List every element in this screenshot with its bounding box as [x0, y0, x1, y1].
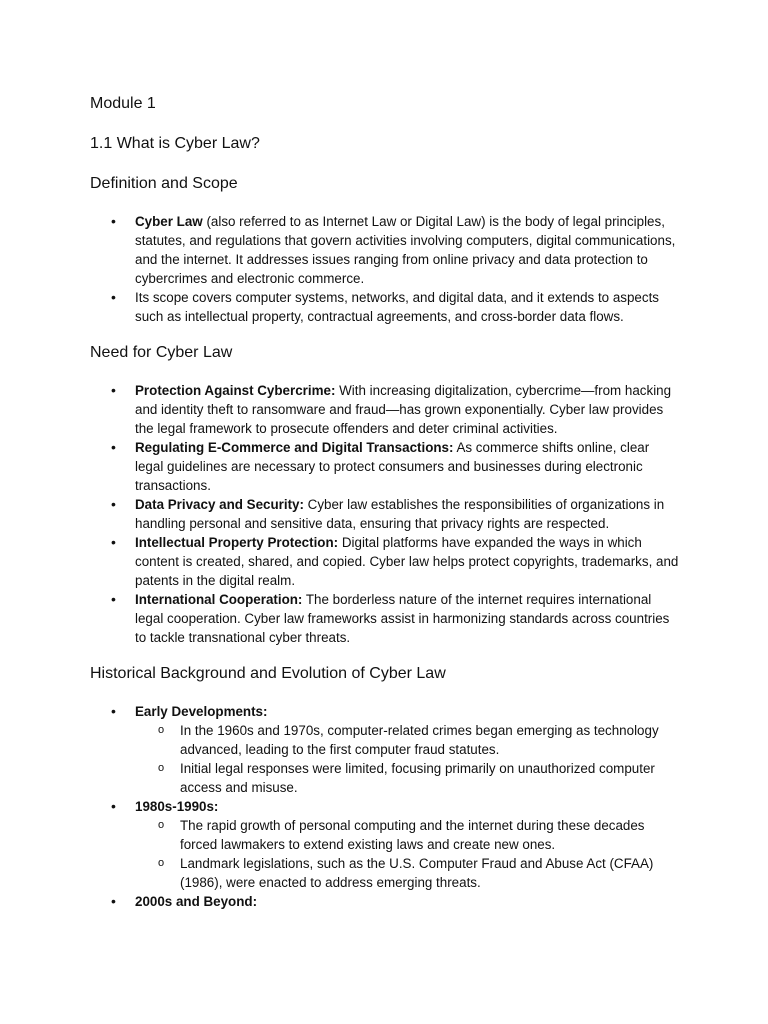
item-term: International Cooperation: [135, 592, 303, 607]
list-item [90, 212, 680, 288]
item-text: Its scope covers computer systems, networks, and digital data, and it extends to aspects such as intellectual property, contractual agreements, and cross-border data flows. [135, 290, 659, 324]
section-title: 1.1 What is Cyber Law? [90, 135, 260, 152]
list-item [90, 590, 680, 647]
list-item [90, 797, 680, 892]
item-text: Cyber law establishes the responsibilities of organizations in handling personal and sensitive data, ensuring that privacy rights are respected. [135, 497, 665, 531]
list-item [90, 288, 680, 326]
sub-list [135, 721, 680, 797]
item-term: 1980s-1990s: [135, 799, 219, 814]
definition-heading: Definition and Scope [90, 175, 238, 192]
sub-list [135, 816, 680, 892]
definition-list [90, 212, 680, 326]
module-title: Module 1 [90, 95, 156, 112]
need-list [90, 381, 680, 647]
item-term: 2000s and Beyond: [135, 894, 258, 909]
document-content [90, 93, 680, 927]
sub-list-item: o Landmark legislations, such as the U.S. Computer Fraud and Abuse Act (CFAA) (1986), were enacted to address emerging threats. [135, 854, 680, 892]
item-text: (also referred to as Internet Law or Digital Law) is the body of legal principles, statutes, and regulations that govern activities involving computers, digital communications, and the internet. It addresses issues ranging from online privacy and data protection to cybercrimes and electronic commerce. [135, 214, 676, 286]
list-item [90, 702, 680, 797]
sub-list-item: o In the 1960s and 1970s, computer-related crimes began emerging as technology advanced, leading to the first computer fraud statutes. [135, 721, 680, 759]
item-text: With increasing digitalization, cybercrime—from hacking and identity theft to ransomware and fraud—has grown exponentially. Cyber law provides the legal framework to prosecute offenders and deter criminal activities. [135, 383, 672, 436]
item-text: As commerce shifts online, clear legal guidelines are necessary to protect consumers and businesses during electronic transactions. [135, 440, 650, 493]
item-term: Protection Against Cybercrime: [135, 383, 336, 398]
item-term: Cyber Law [135, 214, 203, 229]
item-text: Digital platforms have expanded the ways in which content is created, shared, and copied. Cyber law helps protect copyrights, trademarks, and patents in the digital realm. [135, 535, 679, 588]
need-heading: Need for Cyber Law [90, 344, 233, 361]
list-item [90, 381, 680, 438]
item-text: The borderless nature of the internet requires international legal cooperation. Cyber law frameworks assist in harmonizing standards across countries to tackle transnational cyber threats. [135, 592, 670, 645]
item-term: Early Developments: [135, 704, 268, 719]
item-term: Regulating E-Commerce and Digital Transactions: [135, 440, 454, 455]
list-item [90, 438, 680, 495]
list-item [90, 892, 680, 911]
list-item [90, 533, 680, 590]
history-list [90, 702, 680, 911]
list-item [90, 495, 680, 533]
item-term: Data Privacy and Security: [135, 497, 304, 512]
sub-list-item: o Initial legal responses were limited, focusing primarily on unauthorized computer access and misuse. [135, 759, 680, 797]
history-heading: Historical Background and Evolution of Cyber Law [90, 665, 446, 682]
sub-list-item: o The rapid growth of personal computing and the internet during these decades forced lawmakers to extend existing laws and create new ones. [135, 816, 680, 854]
item-term: Intellectual Property Protection: [135, 535, 339, 550]
